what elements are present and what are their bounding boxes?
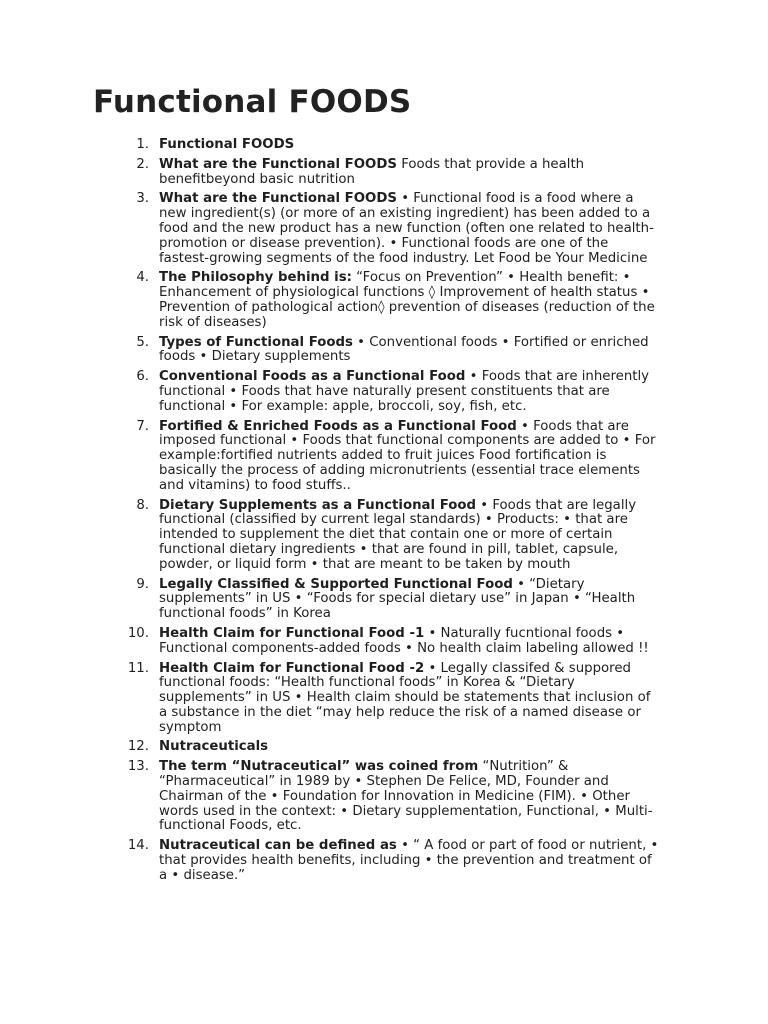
- item-heading: Types of Functional Foods: [159, 334, 353, 350]
- item-heading: Conventional Foods as a Functional Food: [159, 369, 466, 385]
- item-heading: The term “Nutraceutical” was coined from: [159, 759, 479, 775]
- list-item: [0, 336, 768, 366]
- item-heading: Dietary Supplements as a Functional Food: [159, 497, 477, 513]
- item-body: • “ A food or part of food or nutrient, • that provides health benefits, including • the prevention and treatment of a • disease.”: [159, 838, 659, 883]
- item-body: • Functional food is a food where a new ingredient(s) (or more of an existing ingredient) has been added to a food and the new product has a new function (often one related to health-promotion or disease prevention). • Functional foods are one of the fastest-growing segments of the food industry. Let Food be Your Medicine: [159, 191, 654, 266]
- item-number: 10.: [127, 625, 149, 641]
- item-body: • “Dietary supplements” in US • “Foods for special dietary use” in Japan • “Health functional foods” in Korea: [159, 576, 636, 622]
- list-item: [0, 578, 768, 622]
- list-item: [0, 192, 768, 266]
- item-body: • Foods that are legally functional (classified by current legal standards) • Products: • that are intended to supplement the diet that contain one or more of certain functional dietary ingredients • that are found in pill, tablet, capsule, powder, or liquid form • that are meant to be taken by mouth: [159, 497, 637, 572]
- list-item: [0, 740, 768, 755]
- item-body: Foods that provide a health benefitbeyond basic nutrition: [159, 156, 585, 187]
- item-body: • Legally classifed & suppored functional foods: “Health functional foods” in Korea & “Dietary supplements” in US • Health claim should be statements that inclusion of a substance in the diet “may help reduce the risk of a named disease or symptom: [159, 660, 651, 735]
- item-heading: Nutraceuticals: [159, 739, 269, 755]
- list-item: [0, 760, 768, 834]
- item-number: 6.: [136, 369, 149, 385]
- list-item: [0, 370, 768, 414]
- list-item: [0, 138, 768, 153]
- item-number: 13.: [127, 759, 149, 775]
- item-body: “Focus on Prevention” • Health benefit: • Enhancement of physiological functions ◊ Improvement of health status • Prevention of pathological action◊ prevention of diseases (reduction of the risk of diseases): [159, 270, 655, 330]
- item-number: 14.: [127, 838, 149, 854]
- item-heading: Legally Classified & Supported Functional Food: [159, 576, 513, 592]
- item-number: 11.: [127, 660, 149, 676]
- list-item: [0, 158, 768, 188]
- list-item: [0, 627, 768, 657]
- item-number: 9.: [136, 576, 149, 592]
- list-item: [0, 420, 768, 494]
- list-item: [0, 662, 768, 736]
- item-number: 2.: [136, 156, 149, 172]
- item-list: [0, 138, 768, 889]
- item-heading: Health Claim for Functional Food -1: [159, 625, 425, 641]
- item-number: 1.: [136, 137, 149, 152]
- list-item: [0, 839, 768, 883]
- item-heading: Health Claim for Functional Food -2: [159, 660, 425, 676]
- item-number: 8.: [136, 497, 149, 513]
- item-heading: What are the Functional FOODS: [159, 191, 397, 207]
- item-heading: What are the Functional FOODS: [159, 156, 397, 172]
- list-item: [0, 271, 768, 330]
- item-body: • Foods that are imposed functional • Foods that functional components are added to • For example:fortified nutrients added to fruit juices Food fortification is basically the process of adding micronutrients (essential trace elements and vitamins) to food stuffs..: [159, 418, 656, 493]
- item-body: “Nutrition” & “Pharmaceutical” in 1989 by • Stephen De Felice, MD, Founder and Chairman of the • Foundation for Innovation in Medicine (FIM). • Other words used in the context: • Dietary supplementation, Functional, • Multi-functional Foods, etc.: [159, 759, 653, 834]
- list-item: [0, 499, 768, 573]
- item-number: 12.: [127, 739, 149, 755]
- item-heading: The Philosophy behind is:: [159, 270, 352, 286]
- document-title: Functional FOODS: [93, 84, 412, 120]
- item-number: 5.: [136, 334, 149, 350]
- item-body: • Conventional foods • Fortified or enriched foods • Dietary supplements: [159, 334, 649, 365]
- item-heading: Fortified & Enriched Foods as a Functional Food: [159, 418, 517, 434]
- item-number: 3.: [136, 191, 149, 207]
- item-heading: Nutraceutical can be defined as: [159, 838, 397, 854]
- item-body: • Foods that are inherently functional • Foods that have naturally present constituents that are functional • For example: apple, broccoli, soy, fish, etc.: [159, 369, 650, 414]
- item-heading: Functional FOODS: [159, 137, 295, 152]
- item-number: 4.: [136, 270, 149, 286]
- item-body: • Naturally fucntional foods • Functional components-added foods • No health claim labeling allowed !!: [159, 625, 649, 656]
- item-number: 7.: [136, 418, 149, 434]
